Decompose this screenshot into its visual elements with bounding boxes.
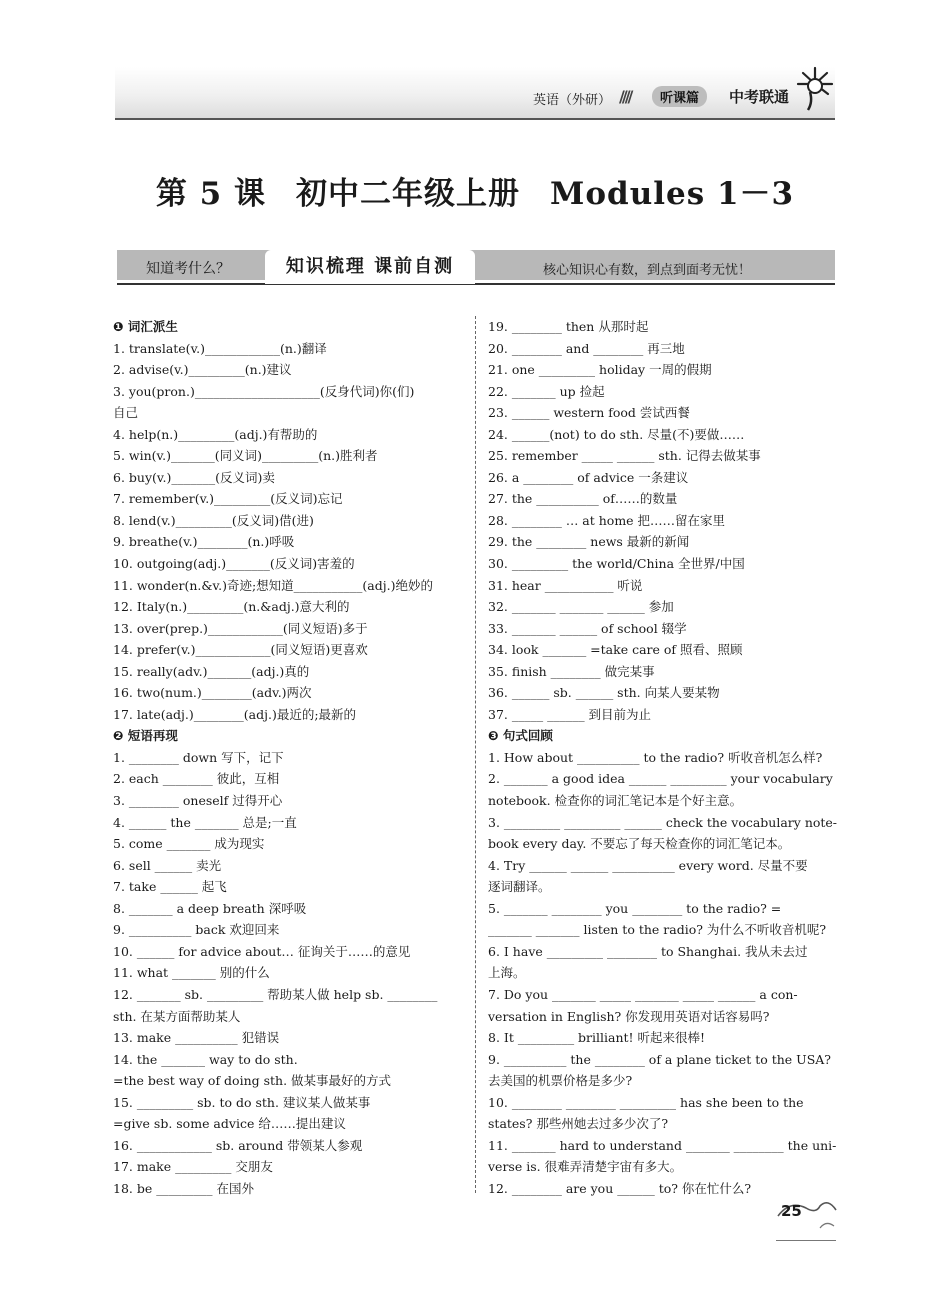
exercise-line: 自己: [113, 405, 139, 421]
page-number: 25: [781, 1202, 802, 1220]
banner-left-text: 知道考什么？: [146, 261, 230, 277]
exercise-line: 15. really(adv.)_______(adj.)真的: [113, 663, 310, 679]
exercise-line: 12. _______ sb. _________ 帮助某人做 help sb. ________: [113, 986, 438, 1002]
right-column: [488, 316, 838, 1199]
exercise-line: 5. come _______ 成为现实: [113, 836, 265, 852]
exercise-line: 14. the _______ way to do sth.: [113, 1051, 298, 1067]
exercise-line: 17. make _________ 交朋友: [113, 1159, 273, 1175]
exercise-line: 7. Do you _______ _____ _______ _____ ______ a con-: [488, 986, 798, 1002]
exercise-line: 10. outgoing(adj.)_______(反义词)害羞的: [113, 556, 355, 572]
exercise-line: 3. ________ oneself 过得开心: [113, 793, 283, 809]
exercise-line: 1. translate(v.)____________(n.)翻译: [113, 340, 327, 356]
exercise-line: 30. _________ the world/China 全世界/中国: [488, 556, 745, 572]
exercise-line: 31. hear ___________ 听说: [488, 577, 643, 593]
exercise-line: 37. _____ ______ 到目前为止: [488, 706, 652, 722]
banner-rule: [117, 283, 835, 285]
exercise-line: 1. ________ down 写下，记下: [113, 749, 284, 765]
exercise-line: 去美国的机票价格是多少?: [488, 1073, 633, 1089]
exercise-line: 6. I have _________ ________ to Shanghai. 我从未去过: [488, 943, 808, 959]
exercise-line: 3. _________ _________ ______ check the vocabulary note-: [488, 814, 838, 830]
exercise-line: 13. make __________ 犯错误: [113, 1030, 280, 1046]
exercise-line: 15. _________ sb. to do sth. 建议某人做某事: [113, 1094, 371, 1110]
exercise-line: 24. ______(not) to do sth. 尽量(不)要做……: [488, 426, 745, 442]
section-heading: ❶ 词汇派生: [113, 319, 178, 334]
exercise-line: 4. Try ______ ______ __________ every word. 尽量不要: [488, 857, 808, 873]
exercise-line: 5. win(v.)_______(同义词)_________(n.)胜利者: [113, 448, 378, 464]
exercise-line: 34. look _______ =take care of 照看、照顾: [488, 642, 743, 658]
section-heading: ❸ 句式回顾: [488, 728, 553, 744]
exercise-line: 12. Italy(n.)_________(n.&adj.)意大利的: [113, 599, 350, 615]
header-rule: [115, 118, 835, 120]
page-title: [0, 168, 950, 213]
exercise-line: 33. _______ ______ of school 辍学: [488, 620, 687, 636]
left-column: [113, 316, 463, 1199]
exercise-line: 5. _______ ________ you ________ to the radio? =: [488, 900, 782, 916]
title-grade: 初中二年级上册: [296, 176, 521, 212]
exercise-line: states? 那些州她去过多少次了?: [488, 1116, 669, 1132]
exercise-line: 13. over(prep.)____________(同义短语)多于: [113, 620, 368, 636]
section-heading: ❷ 短语再现: [113, 728, 178, 744]
exercise-line: 20. ________ and ________ 再三地: [488, 340, 685, 356]
exercise-line: 2. advise(v.)_________(n.)建议: [113, 362, 292, 378]
exercise-line: 25. remember _____ ______ sth. 记得去做某事: [488, 448, 761, 464]
header-section-badge: 听课篇: [652, 86, 707, 107]
exercise-line: 3. you(pron.)____________________(反身代词)你(们): [113, 383, 415, 399]
banner-right-text: 核心知识心有数，到点到面考无忧！: [543, 263, 752, 278]
header-slashes: ////: [619, 87, 631, 106]
exercise-line: 35. finish ________ 做完某事: [488, 663, 655, 679]
exercise-line: 9. __________ back 欢迎回来: [113, 922, 280, 938]
exercise-line: 17. late(adj.)________(adj.)最近的;最新的: [113, 706, 357, 722]
footer-rule: [776, 1240, 836, 1241]
sun-tree-logo-icon: [790, 62, 836, 112]
exercise-line: 8. It _________ brilliant! 听起来很棒!: [488, 1030, 706, 1046]
running-header: [115, 67, 835, 119]
header-brand: 中考联通: [729, 88, 790, 106]
exercise-line: 2. each ________ 彼此，互相: [113, 771, 280, 787]
exercise-line: 上海。: [488, 965, 526, 981]
exercise-line: 8. lend(v.)_________(反义词)借(进): [113, 512, 314, 528]
title-modules: Modules 1－3: [550, 176, 795, 212]
exercise-line: sth. 在某方面帮助某人: [113, 1008, 241, 1024]
exercise-line: 36. ______ sb. ______ sth. 向某人要某物: [488, 685, 720, 701]
exercise-line: 1. How about __________ to the radio? 听收音机怎么样?: [488, 749, 823, 765]
exercise-line: versation in English? 你发现用英语对话容易吗?: [488, 1008, 770, 1024]
exercise-line: 29. the ________ news 最新的新闻: [488, 534, 690, 550]
exercise-line: 12. ________ are you ______ to? 你在忙什么?: [488, 1180, 752, 1196]
column-divider: [475, 316, 476, 1193]
exercise-line: 7. take ______ 起飞: [113, 879, 227, 895]
exercise-line: 6. sell ______ 卖光: [113, 857, 222, 873]
exercise-line: 4. help(n.)_________(adj.)有帮助的: [113, 426, 318, 442]
exercise-line: 8. _______ a deep breath 深呼吸: [113, 900, 307, 916]
exercise-line: 27. the __________ of……的数量: [488, 491, 678, 507]
exercise-line: 10. ______ for advice about… 征询关于……的意见: [113, 943, 411, 959]
title-lesson: 第 5 课: [155, 176, 267, 212]
exercise-line: 32. _______ _______ ______ 参加: [488, 599, 674, 615]
exercise-line: 22. _______ up 捡起: [488, 383, 605, 399]
exercise-line: book every day. 不要忘了每天检查你的词汇笔记本。: [488, 836, 791, 852]
exercise-line: 26. a ________ of advice 一条建议: [488, 469, 689, 485]
exercise-line: 16. ____________ sb. around 带领某人参观: [113, 1137, 363, 1153]
exercise-line: 16. two(num.)________(adv.)两次: [113, 685, 312, 701]
exercise-line: 7. remember(v.)_________(反义词)忘记: [113, 491, 343, 507]
exercise-line: 19. ________ then 从那时起: [488, 319, 649, 334]
exercise-line: 9. breathe(v.)________(n.)呼吸: [113, 534, 295, 550]
exercise-line: 18. be _________ 在国外: [113, 1180, 254, 1196]
exercise-line: 14. prefer(v.)____________(同义短语)更喜欢: [113, 642, 368, 658]
exercise-line: _______ _______ listen to the radio? 为什么不听收音机呢?: [488, 922, 827, 938]
exercise-line: notebook. 检查你的词汇笔记本是个好主意。: [488, 793, 743, 809]
exercise-line: 10. ________ ________ _________ has she been to the: [488, 1094, 804, 1110]
header-subject: 英语（外研）: [533, 93, 612, 108]
exercise-line: 11. wonder(n.&v.)奇迹;想知道___________(adj.)绝妙的: [113, 577, 433, 593]
exercise-line: 21. one _________ holiday 一周的假期: [488, 362, 712, 378]
exercise-line: 28. ________ … at home 把……留在家里: [488, 512, 726, 528]
exercise-line: 逐词翻译。: [488, 879, 551, 895]
exercise-line: 11. _______ hard to understand _______ ________ the uni-: [488, 1137, 837, 1153]
exercise-line: verse is. 很难弄清楚宇宙有多大。: [488, 1159, 683, 1175]
banner-tab: 知识梳理 课前自测: [265, 250, 475, 284]
exercise-line: =the best way of doing sth. 做某事最好的方式: [113, 1073, 392, 1089]
exercise-line: 4. ______ the _______ 总是;一直: [113, 814, 297, 830]
exercise-line: 2. _______ a good idea ______ _________ your vocabulary: [488, 771, 833, 787]
exercise-line: 11. what _______ 别的什么: [113, 965, 270, 981]
exercise-line: 23. ______ western food 尝试西餐: [488, 405, 690, 421]
exercise-line: 6. buy(v.)_______(反义词)卖: [113, 469, 275, 485]
exercise-line: 9. __________ the ________ of a plane ticket to the USA?: [488, 1051, 831, 1067]
exercise-line: =give sb. some advice 给……提出建议: [113, 1116, 346, 1132]
